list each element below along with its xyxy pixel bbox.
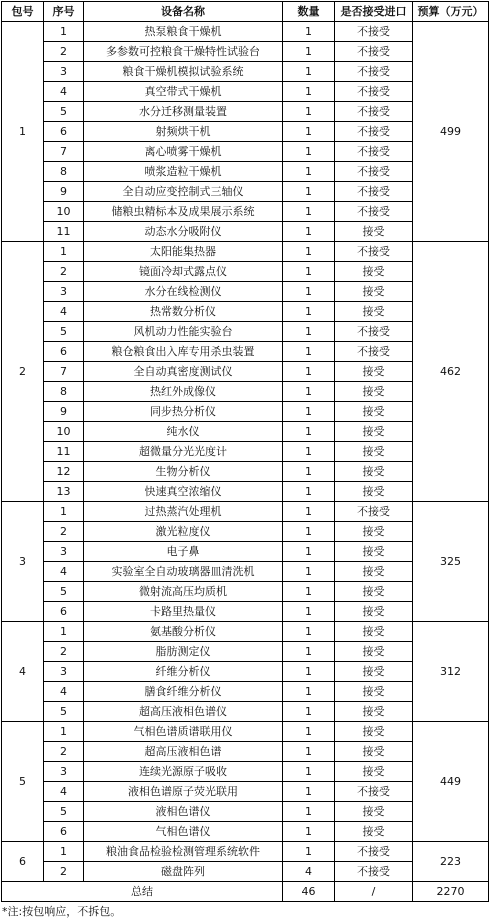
- item-index-cell: 1: [44, 242, 84, 262]
- equipment-name-cell: 超高压液相色谱: [84, 742, 283, 762]
- equipment-table: [1, 1, 489, 902]
- equipment-name-cell: 同步热分析仪: [84, 402, 283, 422]
- quantity-cell: 1: [283, 102, 335, 122]
- quantity-cell: 1: [283, 822, 335, 842]
- equipment-name-cell: 实验室全自动玻璃器皿清洗机: [84, 562, 283, 582]
- equipment-name-cell: 动态水分吸附仪: [84, 222, 283, 242]
- quantity-cell: 1: [283, 462, 335, 482]
- import-accepted-cell: 接受: [335, 522, 413, 542]
- quantity-cell: 1: [283, 22, 335, 42]
- item-index-cell: 2: [44, 262, 84, 282]
- package-number-cell: 1: [2, 22, 44, 242]
- equipment-name-cell: 生物分析仪: [84, 462, 283, 482]
- quantity-cell: 1: [283, 122, 335, 142]
- item-index-cell: 6: [44, 342, 84, 362]
- equipment-name-cell: 粮油食品检验检测管理系统软件: [84, 842, 283, 862]
- equipment-name-cell: 磁盘阵列: [84, 862, 283, 882]
- quantity-cell: 1: [283, 182, 335, 202]
- import-accepted-cell: 不接受: [335, 42, 413, 62]
- equipment-name-cell: 储粮虫精标本及成果展示系统: [84, 202, 283, 222]
- item-index-cell: 3: [44, 282, 84, 302]
- import-accepted-cell: 不接受: [335, 202, 413, 222]
- package-budget-cell: 325: [413, 502, 489, 622]
- equipment-name-cell: 微射流高压均质机: [84, 582, 283, 602]
- import-accepted-cell: 接受: [335, 702, 413, 722]
- equipment-name-cell: 射频烘干机: [84, 122, 283, 142]
- item-index-cell: 9: [44, 402, 84, 422]
- quantity-cell: 1: [283, 522, 335, 542]
- quantity-cell: 1: [283, 202, 335, 222]
- item-index-cell: 1: [44, 502, 84, 522]
- equipment-name-cell: 粮食干燥机模拟试验系统: [84, 62, 283, 82]
- item-index-cell: 7: [44, 362, 84, 382]
- quantity-cell: 1: [283, 42, 335, 62]
- item-index-cell: 1: [44, 622, 84, 642]
- quantity-cell: 1: [283, 602, 335, 622]
- import-accepted-cell: 接受: [335, 382, 413, 402]
- item-index-cell: 8: [44, 382, 84, 402]
- equipment-name-cell: 热泵粮食干燥机: [84, 22, 283, 42]
- quantity-cell: 1: [283, 762, 335, 782]
- import-accepted-cell: 不接受: [335, 182, 413, 202]
- import-accepted-cell: 不接受: [335, 142, 413, 162]
- package-number-cell: 4: [2, 622, 44, 722]
- table-body: [2, 22, 489, 882]
- package-number-cell: 3: [2, 502, 44, 622]
- import-accepted-cell: 接受: [335, 722, 413, 742]
- equipment-name-cell: 电子鼻: [84, 542, 283, 562]
- total-row: [2, 882, 489, 902]
- table-header: [2, 2, 489, 22]
- item-index-cell: 10: [44, 422, 84, 442]
- import-accepted-cell: 不接受: [335, 102, 413, 122]
- equipment-name-cell: 全自动真密度测试仪: [84, 362, 283, 382]
- quantity-cell: 1: [283, 62, 335, 82]
- import-accepted-cell: 接受: [335, 442, 413, 462]
- quantity-cell: 1: [283, 262, 335, 282]
- item-index-cell: 6: [44, 602, 84, 622]
- item-index-cell: 11: [44, 222, 84, 242]
- quantity-cell: 1: [283, 242, 335, 262]
- quantity-cell: 1: [283, 722, 335, 742]
- total-import: /: [335, 882, 413, 902]
- import-accepted-cell: 不接受: [335, 162, 413, 182]
- import-accepted-cell: 接受: [335, 622, 413, 642]
- equipment-name-cell: 气相色谱质谱联用仪: [84, 722, 283, 742]
- equipment-name-cell: 膳食纤维分析仪: [84, 682, 283, 702]
- table-footer: [2, 882, 489, 902]
- import-accepted-cell: 不接受: [335, 242, 413, 262]
- header-budget: 预算（万元）: [413, 2, 489, 22]
- header-quantity: 数量: [283, 2, 335, 22]
- table-row: [2, 22, 489, 42]
- equipment-name-cell: 热常数分析仪: [84, 302, 283, 322]
- item-index-cell: 4: [44, 82, 84, 102]
- quantity-cell: 1: [283, 82, 335, 102]
- item-index-cell: 5: [44, 702, 84, 722]
- equipment-name-cell: 卡路里热量仪: [84, 602, 283, 622]
- item-index-cell: 1: [44, 22, 84, 42]
- item-index-cell: 2: [44, 862, 84, 882]
- quantity-cell: 1: [283, 162, 335, 182]
- item-index-cell: 2: [44, 742, 84, 762]
- import-accepted-cell: 接受: [335, 762, 413, 782]
- equipment-name-cell: 喷浆造粒干燥机: [84, 162, 283, 182]
- package-budget-cell: 449: [413, 722, 489, 842]
- quantity-cell: 1: [283, 582, 335, 602]
- quantity-cell: 1: [283, 342, 335, 362]
- quantity-cell: 1: [283, 642, 335, 662]
- footnote: *注:按包响应，不拆包。: [2, 905, 122, 918]
- equipment-name-cell: 纤维分析仪: [84, 662, 283, 682]
- quantity-cell: 1: [283, 682, 335, 702]
- equipment-name-cell: 快速真空浓缩仪: [84, 482, 283, 502]
- item-index-cell: 11: [44, 442, 84, 462]
- equipment-name-cell: 多参数可控粮食干燥特性试验台: [84, 42, 283, 62]
- equipment-name-cell: 超微量分光光度计: [84, 442, 283, 462]
- quantity-cell: 1: [283, 742, 335, 762]
- equipment-name-cell: 风机动力性能实验台: [84, 322, 283, 342]
- equipment-name-cell: 液相色谱仪: [84, 802, 283, 822]
- package-number-cell: 5: [2, 722, 44, 842]
- item-index-cell: 6: [44, 122, 84, 142]
- equipment-name-cell: 镜面冷却式露点仪: [84, 262, 283, 282]
- equipment-name-cell: 过热蒸汽处理机: [84, 502, 283, 522]
- equipment-name-cell: 气相色谱仪: [84, 822, 283, 842]
- package-number-cell: 2: [2, 242, 44, 502]
- quantity-cell: 1: [283, 782, 335, 802]
- import-accepted-cell: 不接受: [335, 842, 413, 862]
- quantity-cell: 1: [283, 422, 335, 442]
- item-index-cell: 6: [44, 822, 84, 842]
- quantity-cell: 1: [283, 542, 335, 562]
- item-index-cell: 5: [44, 582, 84, 602]
- table-row: [2, 622, 489, 642]
- item-index-cell: 12: [44, 462, 84, 482]
- quantity-cell: 1: [283, 502, 335, 522]
- table-row: [2, 502, 489, 522]
- total-quantity: 46: [283, 882, 335, 902]
- item-index-cell: 1: [44, 842, 84, 862]
- quantity-cell: 1: [283, 842, 335, 862]
- equipment-name-cell: 粮仓粮食出入库专用杀虫装置: [84, 342, 283, 362]
- import-accepted-cell: 接受: [335, 482, 413, 502]
- quantity-cell: 1: [283, 362, 335, 382]
- equipment-name-cell: 超高压液相色谱仪: [84, 702, 283, 722]
- import-accepted-cell: 接受: [335, 222, 413, 242]
- table-row: [2, 842, 489, 862]
- item-index-cell: 9: [44, 182, 84, 202]
- equipment-name-cell: 真空带式干燥机: [84, 82, 283, 102]
- item-index-cell: 5: [44, 322, 84, 342]
- import-accepted-cell: 接受: [335, 302, 413, 322]
- table-row: [2, 242, 489, 262]
- item-index-cell: 3: [44, 62, 84, 82]
- quantity-cell: 1: [283, 702, 335, 722]
- quantity-cell: 1: [283, 282, 335, 302]
- item-index-cell: 4: [44, 562, 84, 582]
- quantity-cell: 1: [283, 802, 335, 822]
- import-accepted-cell: 不接受: [335, 82, 413, 102]
- item-index-cell: 3: [44, 542, 84, 562]
- item-index-cell: 2: [44, 522, 84, 542]
- import-accepted-cell: 不接受: [335, 62, 413, 82]
- import-accepted-cell: 接受: [335, 642, 413, 662]
- quantity-cell: 1: [283, 382, 335, 402]
- equipment-name-cell: 水分在线检测仪: [84, 282, 283, 302]
- item-index-cell: 2: [44, 42, 84, 62]
- item-index-cell: 5: [44, 102, 84, 122]
- header-equipment-name: 设备名称: [84, 2, 283, 22]
- import-accepted-cell: 不接受: [335, 122, 413, 142]
- package-budget-cell: 223: [413, 842, 489, 882]
- item-index-cell: 3: [44, 762, 84, 782]
- quantity-cell: 1: [283, 302, 335, 322]
- item-index-cell: 8: [44, 162, 84, 182]
- equipment-name-cell: 热红外成像仪: [84, 382, 283, 402]
- total-budget: 2270: [413, 882, 489, 902]
- import-accepted-cell: 不接受: [335, 342, 413, 362]
- import-accepted-cell: 接受: [335, 802, 413, 822]
- quantity-cell: 1: [283, 482, 335, 502]
- import-accepted-cell: 接受: [335, 742, 413, 762]
- equipment-name-cell: 离心喷雾干燥机: [84, 142, 283, 162]
- header-index: 序号: [44, 2, 84, 22]
- quantity-cell: 1: [283, 562, 335, 582]
- import-accepted-cell: 接受: [335, 602, 413, 622]
- quantity-cell: 1: [283, 402, 335, 422]
- import-accepted-cell: 不接受: [335, 782, 413, 802]
- import-accepted-cell: 不接受: [335, 322, 413, 342]
- equipment-name-cell: 氨基酸分析仪: [84, 622, 283, 642]
- import-accepted-cell: 接受: [335, 562, 413, 582]
- item-index-cell: 2: [44, 642, 84, 662]
- item-index-cell: 10: [44, 202, 84, 222]
- header-import-accepted: 是否接受进口: [335, 2, 413, 22]
- equipment-name-cell: 激光粒度仪: [84, 522, 283, 542]
- item-index-cell: 4: [44, 782, 84, 802]
- equipment-name-cell: 太阳能集热器: [84, 242, 283, 262]
- import-accepted-cell: 不接受: [335, 22, 413, 42]
- equipment-name-cell: 液相色谱原子荧光联用: [84, 782, 283, 802]
- equipment-name-cell: 连续光源原子吸收: [84, 762, 283, 782]
- import-accepted-cell: 接受: [335, 262, 413, 282]
- import-accepted-cell: 不接受: [335, 862, 413, 882]
- package-budget-cell: 462: [413, 242, 489, 502]
- equipment-name-cell: 脂肪测定仪: [84, 642, 283, 662]
- package-budget-cell: 499: [413, 22, 489, 242]
- quantity-cell: 1: [283, 222, 335, 242]
- item-index-cell: 1: [44, 722, 84, 742]
- package-budget-cell: 312: [413, 622, 489, 722]
- quantity-cell: 1: [283, 322, 335, 342]
- quantity-cell: 4: [283, 862, 335, 882]
- import-accepted-cell: 接受: [335, 662, 413, 682]
- quantity-cell: 1: [283, 662, 335, 682]
- item-index-cell: 13: [44, 482, 84, 502]
- equipment-name-cell: 全自动应变控制式三轴仪: [84, 182, 283, 202]
- import-accepted-cell: 接受: [335, 362, 413, 382]
- quantity-cell: 1: [283, 142, 335, 162]
- total-label: 总结: [2, 882, 283, 902]
- item-index-cell: 5: [44, 802, 84, 822]
- package-number-cell: 6: [2, 842, 44, 882]
- import-accepted-cell: 不接受: [335, 502, 413, 522]
- import-accepted-cell: 接受: [335, 282, 413, 302]
- equipment-name-cell: 纯水仪: [84, 422, 283, 442]
- import-accepted-cell: 接受: [335, 422, 413, 442]
- item-index-cell: 7: [44, 142, 84, 162]
- equipment-name-cell: 水分迁移测量装置: [84, 102, 283, 122]
- table-row: [2, 722, 489, 742]
- item-index-cell: 4: [44, 302, 84, 322]
- import-accepted-cell: 接受: [335, 462, 413, 482]
- quantity-cell: 1: [283, 442, 335, 462]
- item-index-cell: 3: [44, 662, 84, 682]
- header-row: [2, 2, 489, 22]
- import-accepted-cell: 接受: [335, 542, 413, 562]
- header-package: 包号: [2, 2, 44, 22]
- import-accepted-cell: 接受: [335, 582, 413, 602]
- import-accepted-cell: 接受: [335, 822, 413, 842]
- item-index-cell: 4: [44, 682, 84, 702]
- import-accepted-cell: 接受: [335, 402, 413, 422]
- quantity-cell: 1: [283, 622, 335, 642]
- import-accepted-cell: 接受: [335, 682, 413, 702]
